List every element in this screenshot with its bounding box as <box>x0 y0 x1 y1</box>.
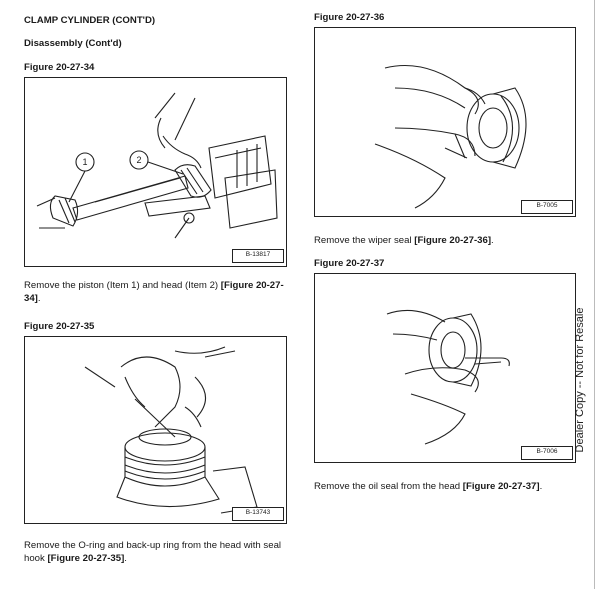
figure-36-frame <box>314 27 576 217</box>
caption-37-ref: [Figure 20-27-37] <box>462 481 540 492</box>
caption-37: Remove the oil seal from the head [Figure 20-27-37]. <box>314 481 543 492</box>
caption-35-ref: [Figure 20-27-35] <box>47 552 125 564</box>
callout-2: 2 <box>136 155 142 165</box>
callout-1: 1 <box>82 157 88 167</box>
dealer-copy-sidebar <box>570 300 590 460</box>
figure-35-illustration <box>25 337 288 525</box>
figure-37-code: B-7006 <box>521 446 573 460</box>
caption-34-ref: [Figure 20-27-34] <box>24 280 284 304</box>
figure-34-frame <box>24 77 287 267</box>
figure-36-code: B-7005 <box>521 200 573 214</box>
figure-35-label: Figure 20-27-35 <box>24 321 95 332</box>
caption-34: Remove the piston (Item 1) and head (Item 2) [Figure 20-27-34]. <box>24 280 284 304</box>
section-title: CLAMP CYLINDER (CONT'D) <box>24 15 156 26</box>
section-subtitle: Disassembly (Cont'd) <box>24 38 122 49</box>
figure-34-code: B-13817 <box>232 249 284 263</box>
caption-36-ref: [Figure 20-27-36] <box>414 235 492 246</box>
figure-37-label: Figure 20-27-37 <box>314 258 385 269</box>
figure-34-illustration <box>25 78 288 268</box>
figure-37-illustration <box>315 274 577 464</box>
dealer-copy-text: Dealer Copy -- Not for Resale <box>574 307 586 453</box>
right-edge-line <box>594 0 595 589</box>
figure-35-code: B-13743 <box>232 507 284 521</box>
caption-36: Remove the wiper seal [Figure 20-27-36]. <box>314 235 494 246</box>
caption-35: Remove the O-ring and back-up ring from the head with seal hook [Figure 20-27-35]. <box>24 540 282 564</box>
figure-37-frame <box>314 273 576 463</box>
figure-35-frame <box>24 336 287 524</box>
figure-36-illustration <box>315 28 577 218</box>
figure-34-label: Figure 20-27-34 <box>24 62 95 73</box>
figure-36-label: Figure 20-27-36 <box>314 12 385 23</box>
